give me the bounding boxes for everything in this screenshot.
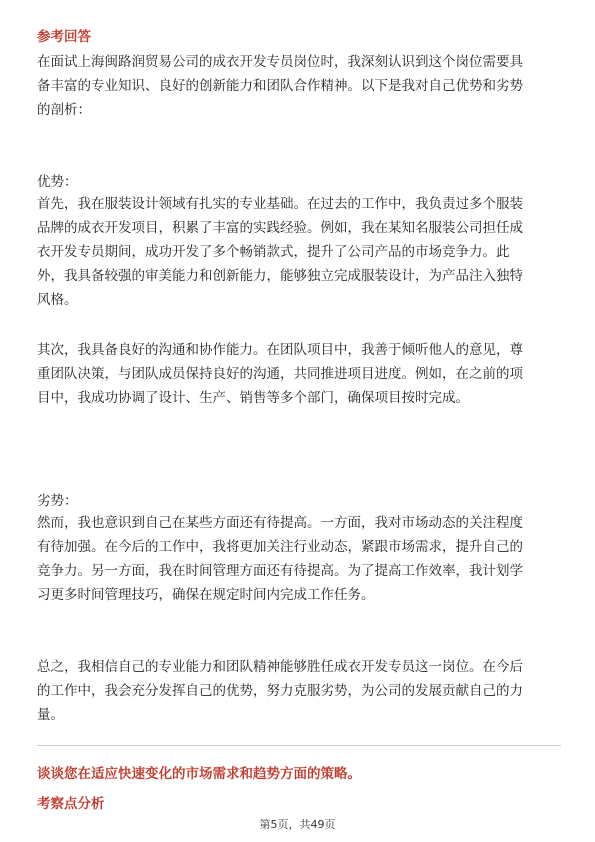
strength-paragraph-2: 其次，我具备良好的沟通和协作能力。在团队项目中，我善于倾听他人的意见，尊 重团队决策，与团队成员保持良好的沟通，共同推进项目进度。例如，在之前的项 目中，我成功协调了设计、生产、销售等多个部门，确保项目按时完成。 [37, 342, 523, 406]
strengths-label: 优势： [37, 174, 78, 190]
weaknesses-label: 劣势： [37, 493, 78, 509]
answer-heading: 参考回答 [37, 29, 91, 45]
page-footer: 第5页，共49页 [259, 818, 336, 831]
strength-paragraph-1: 首先，我在服装设计领域有扎实的专业基础。在过去的工作中，我负责过多个服装 品牌的成衣开发项目，积累了丰富的实践经验。例如，我在某知名服装公司担任成 衣开发专员期间，成功开发了多个畅销款式，提升了公司产品的市场竞争力。此 外，我具备较强的审美能力和创新能力，能够独立完成服装设计，为产品注入独特 风格。 [37, 196, 523, 308]
weakness-paragraph: 然而，我也意识到自己在某些方面还有待提高。一方面，我对市场动态的关注程度 有待加强。在今后的工作中，我将更加关注行业动态，紧跟市场需求，提升自己的 竞争力。另一方面，我在时间管理方面还有待提高。为了提高工作效率，我计划学 习更多时间管理技巧，确保在规定时间内完成工作任务。 [37, 515, 523, 603]
conclusion-paragraph: 总之，我相信自己的专业能力和团队精神能够胜任成衣开发专员这一岗位。在今后 的工作中，我会充分发挥自己的优势，努力克服劣势，为公司的发展贡献自己的力 量。 [37, 659, 523, 723]
next-question: 谈谈您在适应快速变化的市场需求和趋势方面的策略。 [37, 766, 361, 782]
analysis-heading: 考察点分析 [37, 796, 105, 812]
intro-paragraph: 在面试上海闽路润贸易公司的成衣开发专员岗位时，我深刻认识到这个岗位需要具 备丰富的专业知识、良好的创新能力和团队合作精神。以下是我对自己优势和劣势 的剖析： [37, 54, 523, 118]
section-divider [37, 745, 561, 746]
